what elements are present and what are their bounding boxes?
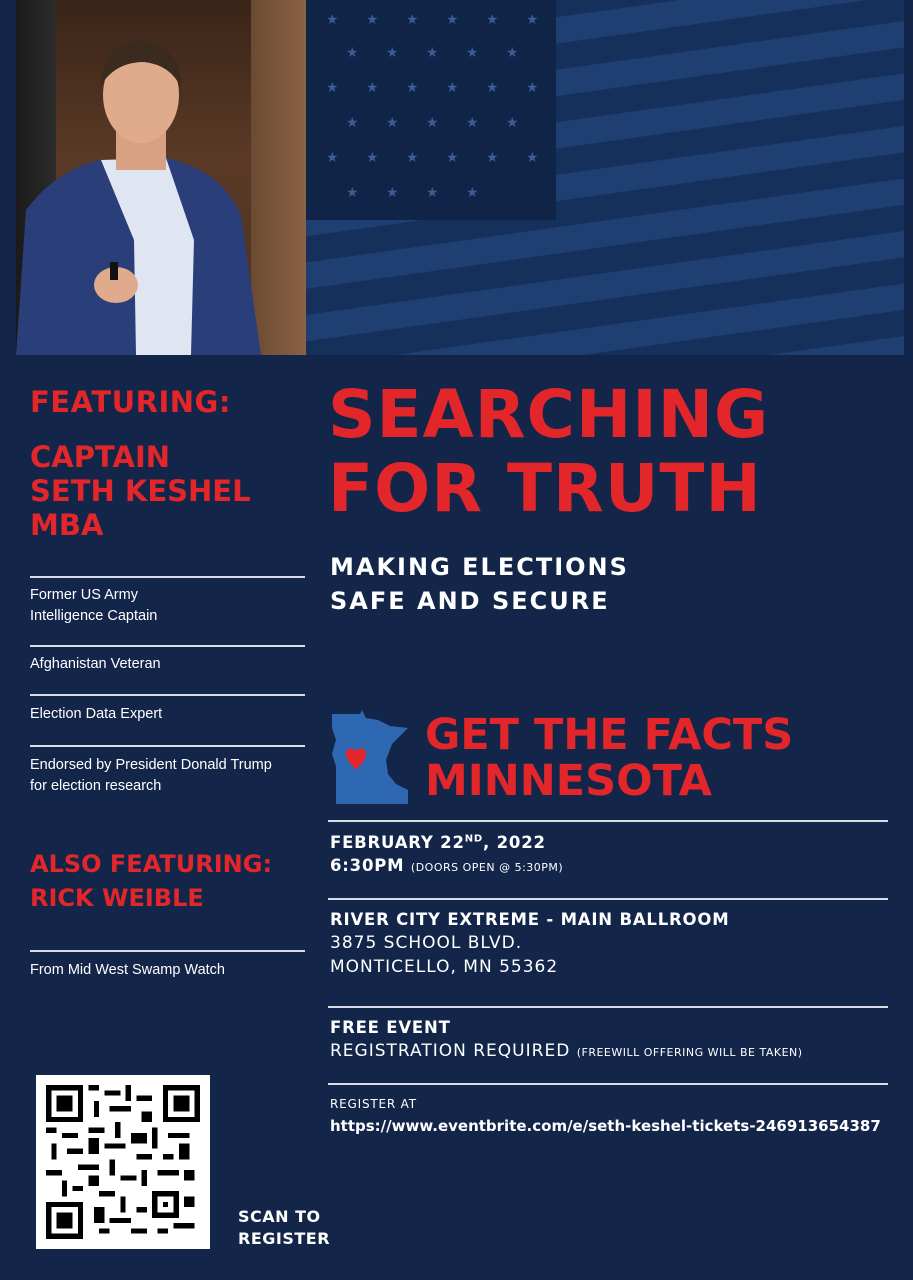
speaker-figure (16, 0, 306, 355)
headline-line: SEARCHING (328, 376, 770, 453)
headline (328, 378, 769, 526)
free-event-text: FREE EVENT (330, 1018, 451, 1037)
credential-item (30, 654, 305, 675)
divider (30, 745, 305, 747)
subheadline-line: SAFE AND SECURE (330, 587, 610, 615)
registration-link[interactable]: https://www.eventbrite.com/e/seth-keshel-tickets-246913654387 (330, 1117, 881, 1135)
minnesota-heart-icon (330, 710, 410, 806)
speaker-name-line: SETH KESHEL (30, 474, 251, 508)
date-ordinal: ND (464, 833, 484, 845)
registration-text (330, 1041, 803, 1061)
qr-code-icon[interactable] (36, 1075, 210, 1249)
credential-text: Afghanistan Veteran (30, 656, 161, 672)
credential-item (30, 704, 305, 725)
credential-text: for election research (30, 778, 162, 794)
headline-line: FOR TRUTH (328, 450, 762, 527)
register-at-label: REGISTER AT (330, 1097, 417, 1111)
divider (30, 645, 305, 647)
credential-text: Intelligence Captain (30, 608, 158, 624)
credential-text: Endorsed by President Donald Trump (30, 757, 272, 773)
featuring-label: FEATURING: (30, 385, 231, 419)
divider (30, 576, 305, 578)
event-date (330, 833, 563, 852)
divider (328, 1083, 888, 1085)
speaker-name-line: MBA (30, 508, 104, 542)
also-featuring-label: ALSO FEATURING: (30, 850, 273, 878)
venue-name: RIVER CITY EXTREME - MAIN BALLROOM (330, 910, 730, 929)
credential-item (30, 755, 305, 797)
divider (328, 1006, 888, 1008)
featured-speaker-name (30, 440, 310, 542)
date-year: , 2022 (483, 833, 546, 852)
subheadline (330, 550, 629, 618)
get-the-facts-title (425, 712, 793, 804)
venue-address: 3875 SCHOOL BLVD. (330, 933, 523, 953)
scan-line: REGISTER (238, 1229, 331, 1248)
registration-required: REGISTRATION REQUIRED (330, 1041, 571, 1061)
venue-city: MONTICELLO, MN 55362 (330, 957, 559, 977)
doors-text: (DOORS OPEN @ 5:30PM) (410, 861, 564, 874)
american-flag-photo: ★ ★ ★ ★ ★ ★ ★ ★ ★ ★ ★ ★ ★ ★ ★ ★ ★ ★ ★ ★ ★ ★ ★ ★ ★ ★ ★ ★ ★ ★ ★ ★ (306, 0, 904, 355)
time-text: 6:30PM (330, 856, 405, 875)
scan-to-register-label (238, 1206, 330, 1250)
event-time (330, 856, 563, 875)
divider (328, 898, 888, 900)
event-date-time (330, 833, 563, 875)
divider (30, 694, 305, 696)
speaker-name-line: CAPTAIN (30, 440, 171, 474)
subheadline-line: MAKING ELECTIONS (330, 553, 629, 581)
divider (30, 950, 305, 952)
event-venue (330, 910, 729, 977)
facts-line: GET THE FACTS (425, 710, 794, 760)
credential-text: Election Data Expert (30, 706, 163, 722)
scan-line: SCAN TO (238, 1207, 321, 1226)
qr-code-graphic (46, 1085, 200, 1239)
also-featuring-note: From Mid West Swamp Watch (30, 962, 225, 978)
event-admission (330, 1018, 803, 1061)
also-featuring-name: RICK WEIBLE (30, 884, 204, 912)
speaker-photo (16, 0, 306, 355)
credential-text: Former US Army (30, 587, 138, 603)
facts-line: MINNESOTA (425, 756, 712, 806)
credential-item (30, 585, 305, 627)
divider (328, 820, 888, 822)
date-text: FEBRUARY 22 (330, 833, 465, 852)
offering-note: (FREEWILL OFFERING WILL BE TAKEN) (576, 1046, 803, 1059)
